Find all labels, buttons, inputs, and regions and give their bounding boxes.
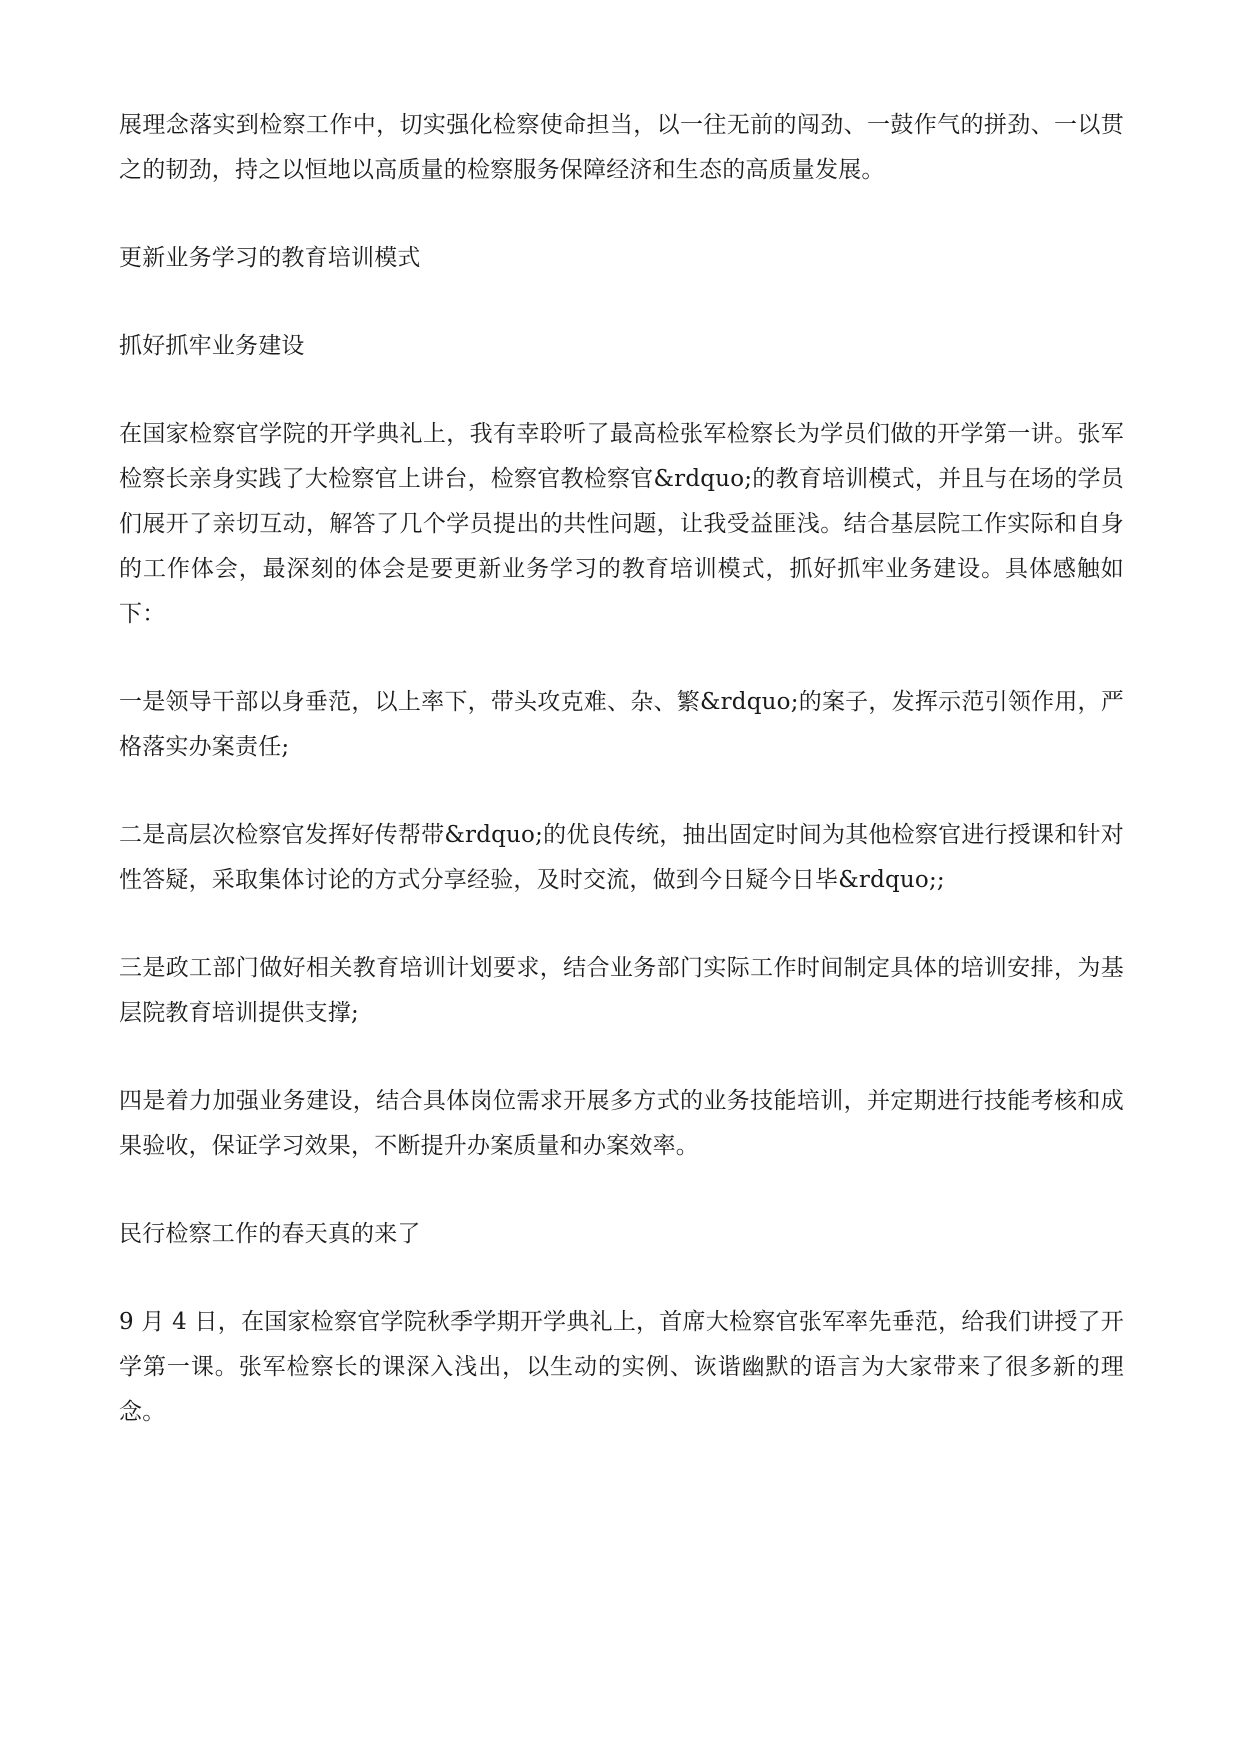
document-body: [119, 103, 1124, 1478]
paragraph-point-one: 一是领导干部以身垂范，以上率下，带头攻克难、杂、繁&rdquo;的案子，发挥示范引领作用，严格落实办案责任;: [119, 689, 1124, 760]
section-heading-education-training: 更新业务学习的教育培训模式: [119, 245, 421, 271]
paragraph-point-two: 二是高层次检察官发挥好传帮带&rdquo;的优良传统，抽出固定时间为其他检察官进行授课和针对性答疑，采取集体讨论的方式分享经验，及时交流，做到今日疑今日毕&rdquo;;: [119, 822, 1124, 893]
paragraph-opening-lecture: 在国家检察官学院的开学典礼上，我有幸聆听了最高检张军检察长为学员们做的开学第一讲。张军检察长亲身实践了大检察官上讲台，检察官教检察官&rdquo;的教育培训模式，并且与在场的学员们展开了亲切互动，解答了几个学员提出的共性问题，让我受益匪浅。结合基层院工作实际和自身的工作体会，最深刻的体会是要更新业务学习的教育培训模式，抓好抓牢业务建设。具体感触如下：: [119, 421, 1124, 627]
paragraph-continuation: 展理念落实到检察工作中，切实强化检察使命担当，以一往无前的闯劲、一鼓作气的拼劲、一以贯之的韧劲，持之以恒地以高质量的检察服务保障经济和生态的高质量发展。: [119, 112, 1124, 183]
section-heading-business-building: 抓好抓牢业务建设: [119, 333, 305, 359]
section-heading-spring: 民行检察工作的春天真的来了: [119, 1221, 421, 1247]
paragraph-september-lecture: 9 月 4 日，在国家检察官学院秋季学期开学典礼上，首席大检察官张军率先垂范，给我们讲授了开学第一课。张军检察长的课深入浅出，以生动的实例、诙谐幽默的语言为大家带来了很多新的理念。: [119, 1309, 1124, 1425]
paragraph-point-three: 三是政工部门做好相关教育培训计划要求，结合业务部门实际工作时间制定具体的培训安排，为基层院教育培训提供支撑;: [119, 955, 1124, 1026]
paragraph-point-four: 四是着力加强业务建设，结合具体岗位需求开展多方式的业务技能培训，并定期进行技能考核和成果验收，保证学习效果，不断提升办案质量和办案效率。: [119, 1088, 1124, 1159]
